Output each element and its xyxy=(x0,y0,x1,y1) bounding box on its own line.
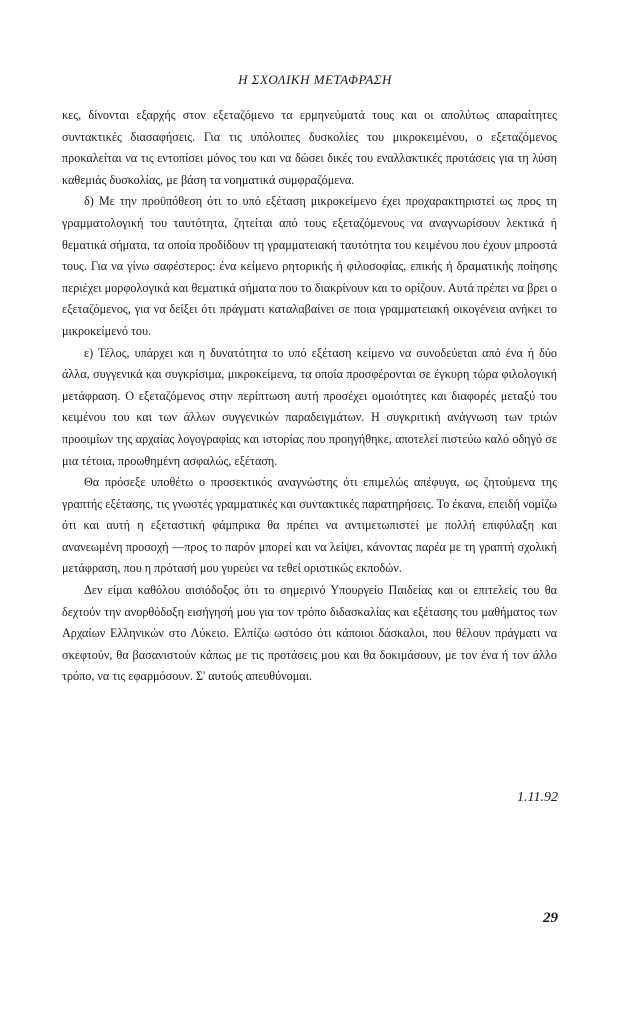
paragraph-item-e: ε) Τέλος, υπάρχει και η δυνατότητα το υπό εξέταση κείμενο να συνοδεύεται από ένα ή δύο άλλα, συγγενικά και συγκρίσιμα, μικροκείμενα, τα οποία προσφέρονται σε έγκυρη τώρα φιλολογική μετάφραση. Ο εξεταζόμενος στην περίπτωση αυτή προσέχει ομοιότητες και διαφορές μεταξύ του κειμένου του και των άλλων συγγενικών παραδειγμάτων. Η συγκριτική ανάγνωση των τριών προοιμίων της αρχαίας λογογραφίας και ιστορίας που προηγήθηκε, αποτελεί πιστεύω καλό οδηγό σε μια τέτοια, προωθημένη ασφαλώς, εξέταση. xyxy=(62,345,557,468)
body-text xyxy=(62,105,557,688)
paragraph-item-d: δ) Με την προϋπόθεση ότι το υπό εξέταση μικροκείμενο έχει προχαρακτηριστεί ως προς τη γραμματολογική του ταυτότητα, ζητείται από τους εξεταζόμενους να αναγνωρίσουν λεκτικά ή θεματικά σήματα, τα οποία προδίδουν τη γραμματειακή ταυτότητα του κειμένου που έχουν μπροστά τους. Για να γίνω σαφέστερος: ένα κείμενο ρητορικής ή φιλοσοφίας, επικής ή δραματικής ποίησης περιέχει μορφολογικά και θεματικά σήματα που το διακρίνουν και το ορίζουν. Αυτά πρέπει να βρει ο εξεταζόμενος, για να δείξει ότι πράγματι καταλαβαίνει σε ποια γραμματειακή οικογένεια ανήκει το μικροκείμενό του. xyxy=(62,194,557,338)
paragraph-closing: Δεν είμαι καθόλου αισιόδοξος ότι το σημερινό Υπουργείο Παιδείας και οι επιτελείς του θα δεχτούν την ανορθόδοξη εισήγησή μου για τον τρόπο διδασκαλίας και εξέτασης του μαθήματος των Αρχαίων Ελληνικών στο Λύκειο. Ελπίζω ωστόσο ότι κάποιοι δάσκαλοι, που θέλουν πράγματι να σκεφτούν, θα βασανιστούν κάπως με τις προτάσεις μου και θα δοκιμάσουν, με τον ένα ή τον άλλο τρόπο, να τις εφαρμόσουν. Σ' αυτούς απευθύνομαι. xyxy=(62,583,557,684)
paragraph-observations: Θα πρόσεξε υποθέτω ο προσεκτικός αναγνώστης ότι επιμελώς απέφυγα, ως ζητούμενα της γραπτής εξέτασης, τις γνωστές γραμματικές και συντακτικές παρατηρήσεις. Το έκανα, επειδή νομίζω ότι και αυτή η εξεταστική φάμπρικα θα πρέπει να αντιμετωπιστεί με πολλή επιφύλαξη και ανανεωμένη προσοχή —προς το παρόν μπορεί και να λείψει, κάνοντας παρέα με τη γραπτή σχολική μετάφραση, που η πρότασή μου γυρεύει να τεθεί οριστικώς εκποδών. xyxy=(62,475,557,576)
date-line: 1.11.92 xyxy=(517,790,558,805)
running-title: Η ΣΧΟΛΙΚΗ ΜΕΤΑΦΡΑΣΗ xyxy=(238,72,392,87)
paragraph-continuation: κες, δίνονται εξαρχής στον εξεταζόμενο τα ερμηνεύματά τους και οι απολύτως απαραίτητες συντακτικές διασαφήσεις. Για τις υπόλοιπες δυσκολίες του μικροκειμένου, ο εξεταζόμενος προκαλείται να τις εντοπίσει μόνος του και να δώσει δικές του εναλλακτικές προτάσεις για τη λύση καθεμιάς δυσκολίας, με βάση τα νοηματικά συμφραζόμενα. xyxy=(62,108,557,187)
page-number: 29 xyxy=(543,910,558,926)
